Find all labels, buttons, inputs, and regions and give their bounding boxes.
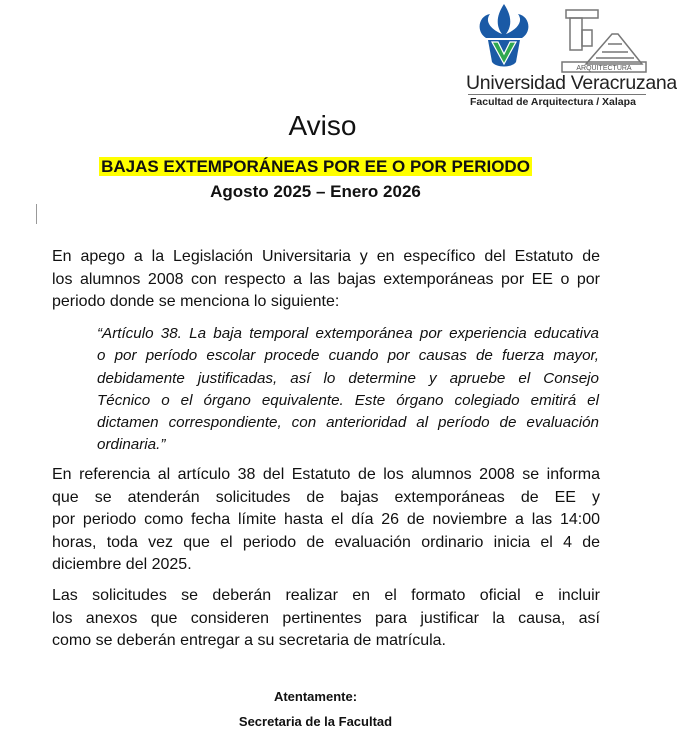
text-line: que se atenderán solicitudes de bajas extemporáneas de EE y xyxy=(52,488,600,506)
quote-line: Técnico o el órgano equivalente. Este órgano colegiado emitirá el xyxy=(97,391,599,409)
quote-line: “Artículo 38. La baja temporal extemporánea por experiencia educativa xyxy=(97,325,599,342)
text-line: los alumnos 2008 con respecto a las bajas extemporáneas por EE o por xyxy=(52,270,600,288)
text-line: En apego a la Legislación Universitaria y en específico del Estatuto de xyxy=(52,248,600,265)
quote-line: ordinaria.” xyxy=(97,436,166,454)
quote-line: dictamen correspondiente, con anterioridad al período de evaluación xyxy=(97,414,599,432)
text-line: Las solicitudes se deberán realizar en el formato oficial e incluir xyxy=(52,587,600,604)
quote-line: debidamente justificadas, así lo determine y apruebe el Consejo xyxy=(97,369,599,387)
headline xyxy=(0,157,631,177)
logo-emblem-icon xyxy=(462,2,652,74)
signatory: Secretaria de la Facultad xyxy=(238,714,393,729)
university-name: Universidad Veracruzana xyxy=(466,72,677,94)
closing: Atentamente: xyxy=(273,689,358,704)
headline-text: BAJAS EXTEMPORÁNEAS POR EE O POR PERIODO xyxy=(101,157,530,176)
svg-text:ARQUITECTURA: ARQUITECTURA xyxy=(576,65,632,72)
faculty-name: Facultad de Arquitectura / Xalapa xyxy=(470,96,636,108)
paragraph-instructions xyxy=(52,585,600,653)
paragraph-reference xyxy=(52,464,600,577)
text-line: diciembre del 2025. xyxy=(52,556,192,573)
period: Agosto 2025 – Enero 2026 xyxy=(210,182,421,201)
text-line: horas, toda vez que el periodo de evaluación ordinario inicia el 4 de xyxy=(52,533,600,551)
text-line: por periodo como fecha límite hasta el día 26 de noviembre a las 14:00 xyxy=(52,511,600,528)
text-line: periodo donde se menciona lo siguiente: xyxy=(52,293,340,310)
article-quote xyxy=(97,323,599,457)
text-line: En referencia al artículo 38 del Estatuto de los alumnos 2008 se informa xyxy=(52,466,600,483)
text-line: como se deberán entregar a su secretaria de matrícula. xyxy=(52,632,446,649)
quote-line: o por período escolar procede cuando por causas de fuerza mayor, xyxy=(97,347,599,365)
paragraph-intro xyxy=(52,246,600,314)
text-cursor xyxy=(36,204,37,224)
page-title: Aviso xyxy=(288,110,357,141)
university-logo xyxy=(462,2,677,110)
logo-divider xyxy=(468,94,646,95)
text-line: los anexos que consideren pertinentes para justificar la causa, así xyxy=(52,609,600,627)
